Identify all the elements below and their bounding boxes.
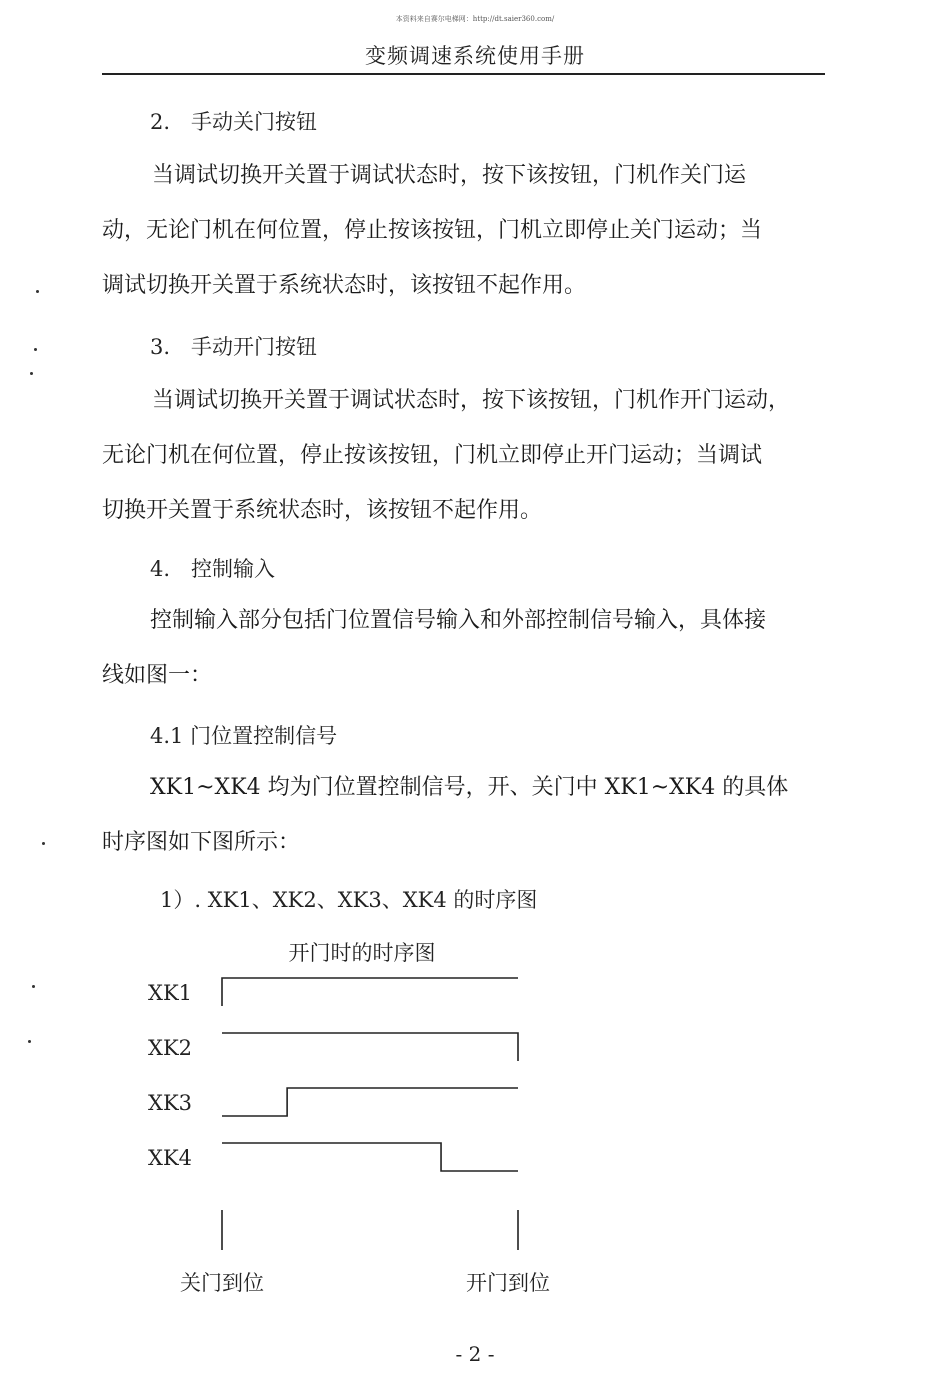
body-line: XK1~XK4 均为门位置控制信号，开、关门中 XK1~XK4 的具体 [150, 775, 789, 800]
body-line: 无论门机在何位置，停止按该按钮，门机立即停止开门运动；当调试 [102, 443, 763, 468]
timing-title: 开门时的时序图 [288, 941, 436, 965]
signal-waveform-xk2 [222, 1033, 518, 1061]
section-heading-manual-close: 2. 手动关门按钮 [150, 110, 318, 134]
end-label: 开门到位 [466, 1271, 550, 1295]
section-body-manual-close [102, 148, 762, 313]
section-heading-control-input: 4. 控制输入 [150, 557, 276, 581]
header-divider [102, 73, 825, 75]
body-line: 切换开关置于系统状态时，该按钮不起作用。 [102, 498, 543, 523]
signal-label-xk2: XK2 [148, 1036, 192, 1060]
section-heading-door-position: 4.1 门位置控制信号 [150, 724, 338, 748]
source-note: 本资料来自赛尔电梯网：http://dt.saier360.com/ [395, 15, 555, 23]
page-number: - 2 - [455, 1342, 495, 1366]
header-title: 变频调速系统使用手册 [365, 44, 585, 68]
scan-speck [30, 372, 33, 375]
body-line: 线如图一： [102, 663, 213, 688]
scan-speck [42, 842, 45, 845]
figure-caption: 1）. XK1、XK2、XK3、XK4 的时序图 [160, 888, 538, 912]
signal-waveform-xk4 [222, 1143, 518, 1171]
scan-speck [34, 348, 37, 351]
section-heading-manual-open: 3. 手动开门按钮 [150, 335, 318, 359]
body-line: 控制输入部分包括门位置信号输入和外部控制信号输入，具体接 [150, 608, 767, 633]
body-line: 当调试切换开关置于调试状态时，按下该按钮，门机作开门运动， [152, 388, 791, 413]
signal-waveform-xk1 [222, 978, 518, 1006]
body-line: 时序图如下图所示： [102, 830, 301, 855]
signal-waveform-xk3 [222, 1088, 518, 1116]
body-line: 当调试切换开关置于调试状态时，按下该按钮，门机作关门运 [152, 163, 747, 188]
signal-label-xk1: XK1 [148, 981, 192, 1005]
start-label: 关门到位 [180, 1271, 264, 1295]
scan-speck [36, 290, 39, 293]
scan-speck [32, 985, 35, 988]
signal-label-xk3: XK3 [148, 1091, 192, 1115]
section-body-control-input [102, 593, 766, 703]
section-body-manual-open [102, 373, 790, 538]
timing-diagram-svg [140, 930, 580, 1300]
timing-diagram [140, 930, 580, 1300]
signal-label-xk4: XK4 [148, 1146, 192, 1170]
body-line: 调试切换开关置于系统状态时，该按钮不起作用。 [102, 273, 587, 298]
body-line: 动，无论门机在何位置，停止按该按钮，门机立即停止关门运动；当 [102, 218, 763, 243]
section-body-door-position [102, 760, 788, 870]
scan-speck [28, 1040, 31, 1043]
